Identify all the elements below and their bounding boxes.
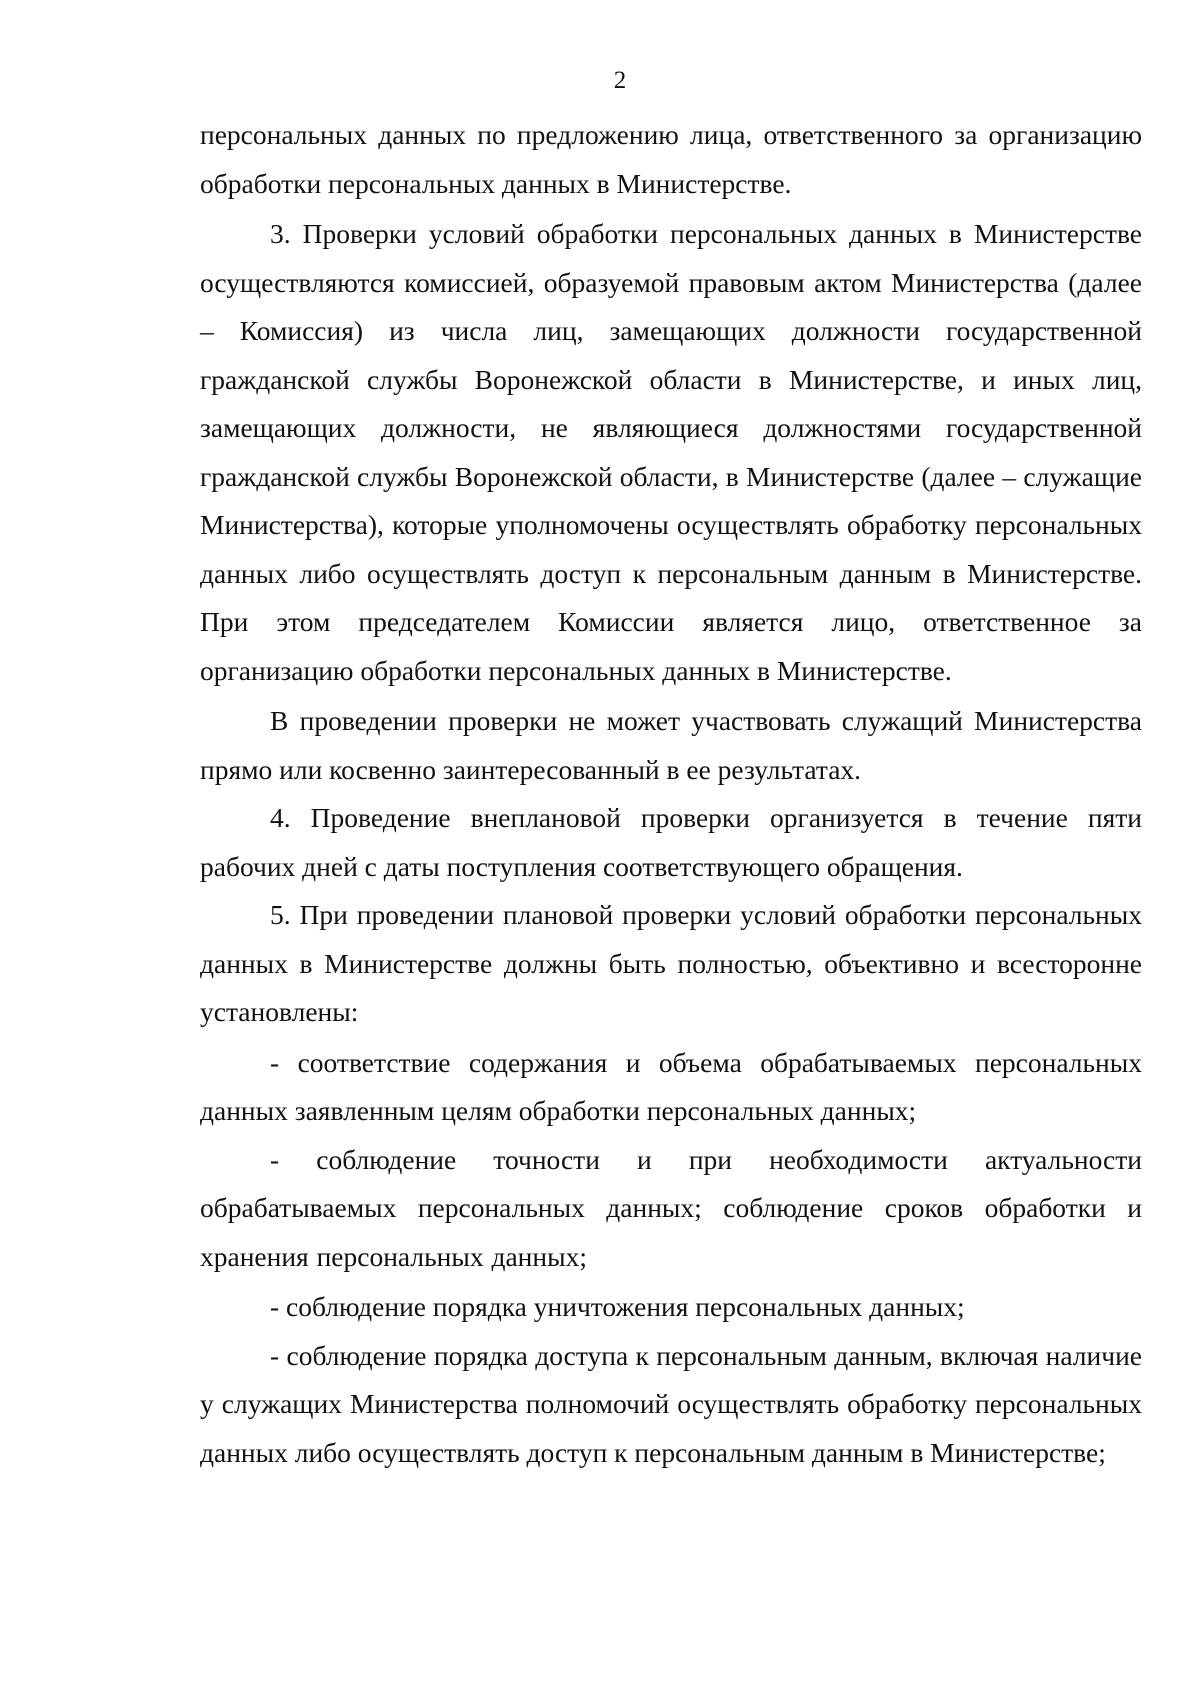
paragraph-item-5: 5. При проведении плановой проверки условий обработки персональных данных в Министерстве должны быть полностью, объективно и всесторонне установлены: — [200, 899, 1142, 1027]
paragraph-item-4: 4. Проведение внеплановой проверки организуется в течение пяти рабочих дней с даты поступления соответствующего обращения. — [200, 802, 1142, 882]
page-number: 2 — [613, 67, 627, 94]
paragraph-continuation: персональных данных по предложению лица, ответственного за организацию обработки персональных данных в Министерстве. — [200, 119, 1142, 199]
paragraph-conflict-of-interest: В проведении проверки не может участвовать служащий Министерства прямо или косвенно заинтересованный в ее результатах. — [200, 705, 1142, 785]
list-item-content-volume: - соответствие содержания и объема обрабатываемых персональных данных заявленным целям обработки персональных данных; — [200, 1046, 1142, 1126]
paragraph-item-3: 3. Проверки условий обработки персональных данных в Министерстве осуществляются комиссией, образуемой правовым актом Министерства (далее – Комиссия) из числа лиц, замещающих должности государственной гражданской службы Воронежской области в Министерстве, и иных лиц, замещающих должности, не являющиеся должностями государственной гражданской службы Воронежской области, в Министерстве (далее – служащие Министерства), которые уполномочены осуществлять обработку персональных данных либо осуществлять доступ к персональным данным в Министерстве. При этом председателем Комиссии является лицо, ответственное за организацию обработки персональных данных в Министерстве. — [200, 218, 1142, 686]
list-item-access-procedure: - соблюдение порядка доступа к персональным данным, включая наличие у служащих Министерства полномочий осуществлять обработку персональных данных либо осуществлять доступ к персональным данным в Министерстве; — [200, 1339, 1142, 1468]
list-item-destruction-procedure: - соблюдение порядка уничтожения персональных данных; — [270, 1291, 965, 1322]
document-body — [200, 111, 1142, 1477]
list-item-accuracy-retention: - соблюдение точности и при необходимости актуальности обрабатываемых персональных данных; соблюдение сроков обработки и хранения персональных данных; — [200, 1143, 1142, 1272]
